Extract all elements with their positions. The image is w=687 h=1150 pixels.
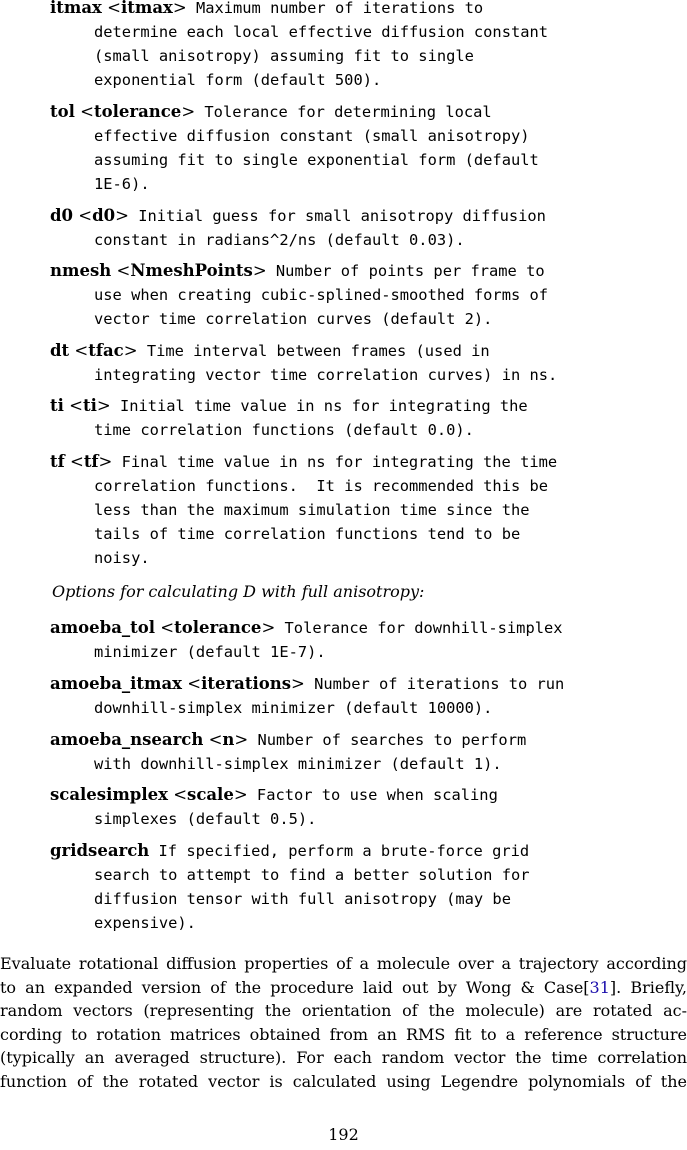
option-description: Initial guess for small anisotropy diffusion	[128, 207, 546, 225]
option-scalesimplex	[50, 783, 680, 831]
option-description-continued: tails of time correlation functions tend to be	[94, 525, 521, 543]
option-name: amoeba_nsearch	[50, 730, 204, 749]
option-description: Final time value in ns for integrating the time	[112, 453, 558, 471]
option-description-continued: assuming fit to single exponential form (default	[94, 151, 539, 169]
option-name: tol	[50, 102, 75, 121]
paragraph-line	[0, 976, 687, 1000]
option-nmesh	[50, 259, 680, 331]
option-d0	[50, 204, 680, 252]
option-description: Number of searches to perform	[248, 731, 527, 749]
option-description-continued: determine each local effective diffusion constant	[94, 23, 549, 41]
option-description-continued: effective diffusion constant (small anisotropy)	[94, 127, 530, 145]
option-argument: <NmeshPoints>	[111, 261, 267, 280]
option-description-continued: correlation functions. It is recommended this be	[94, 477, 549, 495]
option-dt	[50, 339, 680, 387]
option-name: ti	[50, 396, 64, 415]
option-argument: <tf>	[64, 452, 113, 471]
option-first-line	[50, 100, 680, 124]
paragraph-line: cording to rotation matrices obtained from an RMS fit to a reference structure	[0, 1024, 687, 1044]
paragraph-line: random vectors (representing the orientation of the molecule) are rotated ac-	[0, 1001, 687, 1021]
option-description-continued: expensive).	[94, 914, 196, 932]
section-heading: Options for calculating D with full anisotropy:	[52, 582, 425, 601]
option-description-continued: search to attempt to find a better solution for	[94, 866, 530, 884]
option-description-continued: less than the maximum simulation time since the	[94, 501, 530, 519]
option-description: Tolerance for determining local	[195, 103, 492, 121]
option-tf	[50, 450, 680, 570]
option-description-continued: diffusion tensor with full anisotropy (may be	[94, 890, 511, 908]
option-name: itmax	[50, 0, 102, 17]
option-description-continued: time correlation functions (default 0.0).	[94, 421, 474, 439]
option-argument: <iterations>	[182, 674, 305, 693]
option-description-continued: simplexes (default 0.5).	[94, 810, 317, 828]
option-itmax	[50, 0, 680, 92]
option-first-line	[50, 616, 680, 640]
option-description-continued: vector time correlation curves (default 2).	[94, 310, 493, 328]
option-description-continued: noisy.	[94, 549, 150, 567]
option-description: Time interval between frames (used in	[137, 342, 490, 360]
option-description: Tolerance for downhill-simplex	[275, 619, 563, 637]
paragraph-line: (typically an averaged structure). For each random vector the time correlation	[0, 1048, 687, 1068]
option-name: amoeba_tol	[50, 618, 156, 637]
option-description: Initial time value in ns for integrating the	[110, 397, 528, 415]
option-argument: <tfac>	[69, 341, 138, 360]
option-description-continued: exponential form (default 500).	[94, 71, 382, 89]
option-first-line	[50, 204, 680, 228]
option-description: Factor to use when scaling	[247, 786, 498, 804]
option-name: dt	[50, 341, 70, 360]
option-first-line	[50, 783, 680, 807]
option-gridsearch	[50, 839, 680, 935]
option-argument: <tolerance>	[155, 618, 276, 637]
citation-link[interactable]: 31	[589, 977, 610, 997]
paragraph-line: function of the rotated vector is calculated using Legendre polynomials of the	[0, 1071, 687, 1091]
option-name: nmesh	[50, 261, 112, 280]
option-first-line	[50, 339, 680, 363]
paragraph-line: Evaluate rotational diffusion properties of a molecule over a trajectory according	[0, 954, 687, 973]
option-description-continued: integrating vector time correlation curves) in ns.	[94, 366, 558, 384]
option-description-continued: 1E-6).	[94, 175, 150, 193]
option-first-line	[50, 450, 680, 474]
option-description: If specified, perform a brute-force grid	[149, 842, 530, 860]
option-amoeba-nsearch	[50, 728, 680, 776]
option-description: Number of iterations to run	[304, 675, 565, 693]
option-description-continued: use when creating cubic-splined-smoothed forms of	[94, 286, 549, 304]
option-description-continued: (small anisotropy) assuming fit to single	[94, 47, 474, 65]
option-name: tf	[50, 452, 65, 471]
option-description-continued: minimizer (default 1E-7).	[94, 643, 326, 661]
paragraph-text: ]. Briefly,	[609, 977, 687, 997]
option-first-line	[50, 0, 680, 20]
option-amoeba-itmax	[50, 672, 680, 720]
option-first-line	[50, 259, 680, 283]
option-argument: <n>	[203, 730, 249, 749]
option-name: amoeba_itmax	[50, 674, 183, 693]
option-argument: <tolerance>	[74, 102, 196, 121]
option-name: gridsearch	[50, 841, 150, 860]
paragraph-text: to an expanded version of the procedure laid out by Wong & Case[	[0, 977, 590, 997]
option-argument: <scale>	[167, 785, 248, 804]
option-first-line	[50, 394, 680, 418]
option-name: d0	[50, 206, 74, 225]
option-description-continued: downhill-simplex minimizer (default 10000).	[94, 699, 493, 717]
option-argument: <itmax>	[101, 0, 187, 17]
option-name: scalesimplex	[50, 785, 168, 804]
option-description-continued: constant in radians^2/ns (default 0.03).	[94, 231, 465, 249]
option-first-line	[50, 672, 680, 696]
option-first-line	[50, 728, 680, 752]
option-description: Maximum number of iterations to	[186, 0, 484, 17]
option-first-line	[50, 839, 680, 863]
option-argument: <ti>	[63, 396, 111, 415]
option-ti	[50, 394, 680, 442]
option-description: Number of points per frame to	[266, 262, 545, 280]
option-amoeba-tol	[50, 616, 680, 664]
option-tol	[50, 100, 680, 196]
page-number: 192	[328, 1125, 359, 1144]
option-argument: <d0>	[73, 206, 129, 225]
option-description-continued: with downhill-simplex minimizer (default 1).	[94, 755, 502, 773]
description-paragraph	[0, 952, 687, 1094]
